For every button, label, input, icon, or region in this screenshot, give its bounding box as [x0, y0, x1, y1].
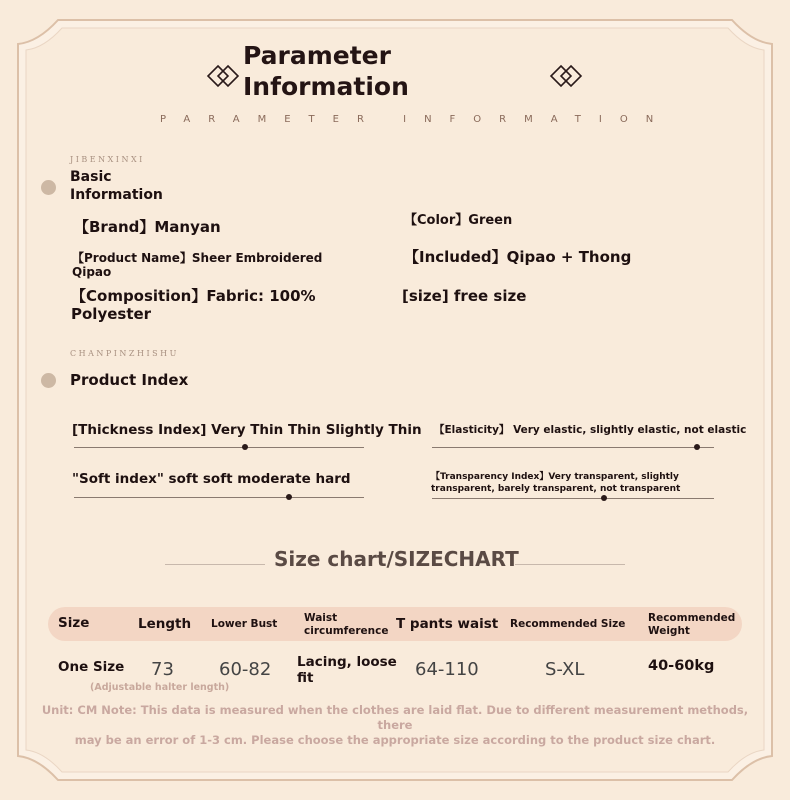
header-waist [304, 612, 388, 637]
transparency-scale [432, 498, 714, 499]
soft-label: "Soft index" soft soft moderate hard [72, 471, 351, 487]
note-line-2: may be an error of 1-3 cm. Please choose the appropriate size according to the product size chart. [74, 733, 716, 747]
header-tpants-waist: T pants waist [396, 616, 499, 632]
row-size-note: (Adjustable halter length) [90, 682, 230, 693]
brand-info: 【Brand】Manyan [74, 218, 221, 236]
subtitle: PARAMETER INFORMATION [160, 114, 672, 125]
row-length: 73 [151, 659, 174, 680]
soft-indicator-dot [286, 494, 292, 500]
index-pinyin: CHANPINZHISHU [70, 349, 179, 358]
header-weight-line-2: Weight [648, 624, 690, 637]
header-weight-line-1: Recommended [648, 612, 736, 624]
measurement-note [30, 703, 760, 748]
row-waist [297, 654, 397, 686]
product-index-heading: Product Index [70, 371, 189, 389]
row-waist-line-2: fit [297, 670, 314, 687]
size-title-rule-right [515, 564, 625, 565]
page-title [243, 40, 409, 102]
diamond-ornament-left-icon [206, 64, 242, 88]
row-lower-bust: 60-82 [219, 659, 272, 680]
transparency-label-line-2: transparent, barely transparent, not transparent [431, 484, 681, 494]
header-waist-line-2: circumference [304, 624, 389, 637]
title-line-2: Information [243, 72, 409, 101]
composition-info [71, 287, 316, 323]
row-tpants-waist: 64-110 [415, 659, 479, 680]
header-size: Size [58, 615, 90, 631]
header-waist-line-1: Waist [304, 612, 338, 624]
included-info: 【Included】Qipao + Thong [404, 248, 632, 266]
thickness-scale [74, 447, 364, 448]
elasticity-scale [432, 447, 714, 448]
composition-line-1: 【Composition】Fabric: 100% [71, 287, 316, 305]
transparency-label-line-1: 【Transparency Index】Very transparent, slightly [431, 472, 679, 482]
header-lower-bust: Lower Bust [211, 618, 278, 630]
color-info: 【Color】Green [404, 213, 513, 228]
row-recommended-size: S-XL [545, 659, 585, 680]
transparency-label [431, 471, 680, 495]
size-chart-title: Size chart/SIZECHART [274, 547, 519, 571]
bullet-dot-icon [41, 373, 56, 388]
header-recommended-weight [648, 612, 735, 637]
row-size: One Size [58, 659, 125, 675]
thickness-label: [Thickness Index] Very Thin Thin Slightly Thin [72, 422, 422, 438]
title-line-1: Parameter [243, 41, 391, 70]
bullet-dot-icon [41, 180, 56, 195]
row-recommended-weight: 40-60kg [648, 658, 715, 674]
composition-line-2: Polyester [71, 305, 152, 323]
header-length: Length [138, 616, 192, 632]
transparency-indicator-dot [601, 495, 607, 501]
product-name-line-2: Qipao [72, 265, 112, 280]
note-line-1: Unit: CM Note: This data is measured when the clothes are laid flat. Due to different measurement methods, there [41, 703, 749, 732]
basic-heading-line-1: Basic [70, 169, 112, 185]
basic-pinyin: JIBENXINXI [70, 155, 145, 164]
header-recommended-size: Recommended Size [510, 618, 626, 630]
diamond-ornament-right-icon [549, 64, 585, 88]
basic-heading-line-2: Information [70, 187, 163, 203]
product-name-info [72, 251, 322, 280]
soft-scale [74, 497, 364, 498]
size-title-rule-left [165, 564, 265, 565]
elasticity-label: 【Elasticity】 Very elastic, slightly elastic, not elastic [434, 424, 747, 436]
basic-information-heading [70, 168, 163, 204]
product-name-line-1: 【Product Name】Sheer Embroidered [72, 251, 323, 265]
size-info: [size] free size [402, 287, 527, 305]
row-waist-line-1: Lacing, loose [297, 654, 397, 670]
